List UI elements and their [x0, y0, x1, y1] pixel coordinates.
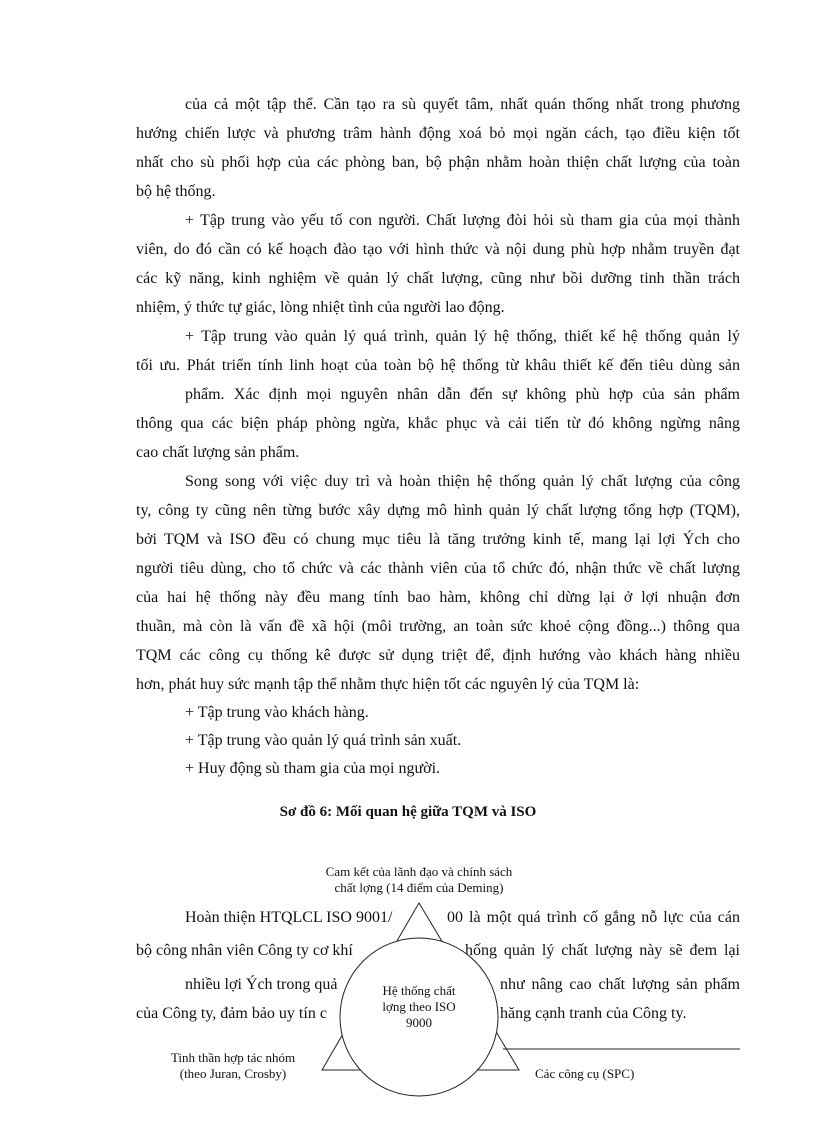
- body-line: hơn, phát huy sức mạnh tập thể nhằm thực hiện tốt các nguyên lý của TQM là:: [136, 676, 640, 693]
- body-line: của cả một tập thể. Cần tạo ra sù quyết tâm, nhất quán thống nhất trong phương: [185, 96, 740, 113]
- body-line: hướng chiến lược và phương trâm hành động xoá bỏ mọi ngăn cách, tạo điều kiện tốt: [136, 125, 740, 142]
- body-line: Song song với việc duy trì và hoàn thiện hệ thống quản lý chất lượng của công: [185, 473, 740, 490]
- body-line: phẩm. Xác định mọi nguyên nhân dẫn đến sự không phù hợp của sản phẩm: [185, 386, 740, 403]
- body-line: viên, do đó cần có kế hoạch đào tạo với hình thức và nội dung phù hợp nhằm truyền đạt: [136, 241, 740, 258]
- body-line: thuần, mà còn là vấn đề xã hội (môi trường, an toàn sức khoẻ cộng đồng...) thông qua: [136, 618, 740, 635]
- center-label-line: 9000: [406, 1015, 432, 1030]
- body-line: + Tập trung vào khách hàng.: [185, 704, 369, 721]
- body-line: bộ hệ thống.: [136, 183, 216, 200]
- center-label: [349, 983, 489, 1031]
- body-line: + Huy động sù tham gia của mọi người.: [185, 760, 441, 777]
- body-line: nhất cho sù phối hợp của các phòng ban, bộ phận nhằm hoàn thiện chất lượng của toàn: [136, 154, 740, 171]
- top-label-line: chất lợng (14 điểm của Deming): [334, 880, 504, 895]
- left-label: [148, 1050, 318, 1082]
- left-label-line: (theo Juran, Crosby): [179, 1066, 287, 1081]
- diagram-caption: Sơ đồ 6: Mối quan hệ giữa TQM và ISO: [279, 804, 537, 820]
- body-line: + Tập trung vào quản lý quá trình sản xuất.: [185, 732, 462, 749]
- overlap-text: Hoàn thiện HTQLCL ISO 9001/: [185, 909, 393, 926]
- body-line: nhiệm, ý thức tự giác, lòng nhiệt tình của người lao động.: [136, 299, 505, 316]
- top-label-line: Cam kết của lãnh đạo và chính sách: [325, 864, 513, 879]
- top-label: [269, 864, 569, 896]
- overlap-text: của Công ty, đảm bảo uy tín c: [136, 1005, 327, 1022]
- body-line: của hai hệ thống này đều mang tính bao hàm, không chỉ dừng lại ở lợi nhuận đơn: [136, 589, 740, 606]
- overlap-text: nhiều lợi Ých trong quả: [185, 976, 338, 993]
- body-line: cao chất lượng sản phẩm.: [136, 444, 300, 461]
- body-line: các kỹ năng, kinh nghiệm về quản lý chất lượng, cũng như bồi dưỡng tinh thần trách: [136, 270, 740, 287]
- center-label-line: Hệ thống chất: [382, 983, 456, 998]
- overlap-text: như nâng cao chất lượng sản phẩm: [500, 976, 740, 993]
- body-line: TQM các công cụ thống kê được sử dụng triệt để, định hướng vào khách hàng nhiều: [136, 647, 740, 664]
- body-line: ty, công ty cũng nên từng bước xây dựng mô hình quản lý chất lượng tổng hợp (TQM),: [136, 502, 740, 519]
- overlap-text: bộ công nhân viên Công ty cơ khí: [136, 942, 353, 959]
- right-label: Các công cụ (SPC): [535, 1066, 635, 1081]
- body-line: + Tập trung vào yếu tố con người. Chất lượng đòi hỏi sù tham gia của mọi thành: [185, 212, 740, 229]
- body-line: tối ưu. Phát triển tính linh hoạt của toàn bộ hệ thống từ khâu thiết kế đến tiêu dùng sản: [136, 357, 740, 374]
- center-label-line: lợng theo ISO: [382, 999, 456, 1014]
- body-line: thông qua các biện pháp phòng ngừa, khắc phục và cải tiến từ đó không ngừng nâng: [136, 415, 740, 432]
- body-line: bởi TQM và ISO đều có chung mục tiêu là tăng trưởng kinh tế, mang lại lợi Ých cho: [136, 531, 740, 548]
- overlap-text: hăng cạnh tranh của Công ty.: [500, 1005, 687, 1022]
- left-label-line: Tinh thần hợp tác nhóm: [170, 1050, 296, 1065]
- body-line: người tiêu dùng, cho tổ chức và các thành viên của tổ chức đó, nhận thức về chất lượng: [136, 560, 740, 577]
- body-line: + Tập trung vào quản lý quá trình, quản lý hệ thống, thiết kế hệ thống quản lý: [185, 328, 740, 345]
- overlap-text: hống quản lý chất lượng này sẽ đem lại: [465, 942, 740, 959]
- overlap-text: 00 là một quá trình cố gắng nỗ lực của cán: [447, 909, 740, 926]
